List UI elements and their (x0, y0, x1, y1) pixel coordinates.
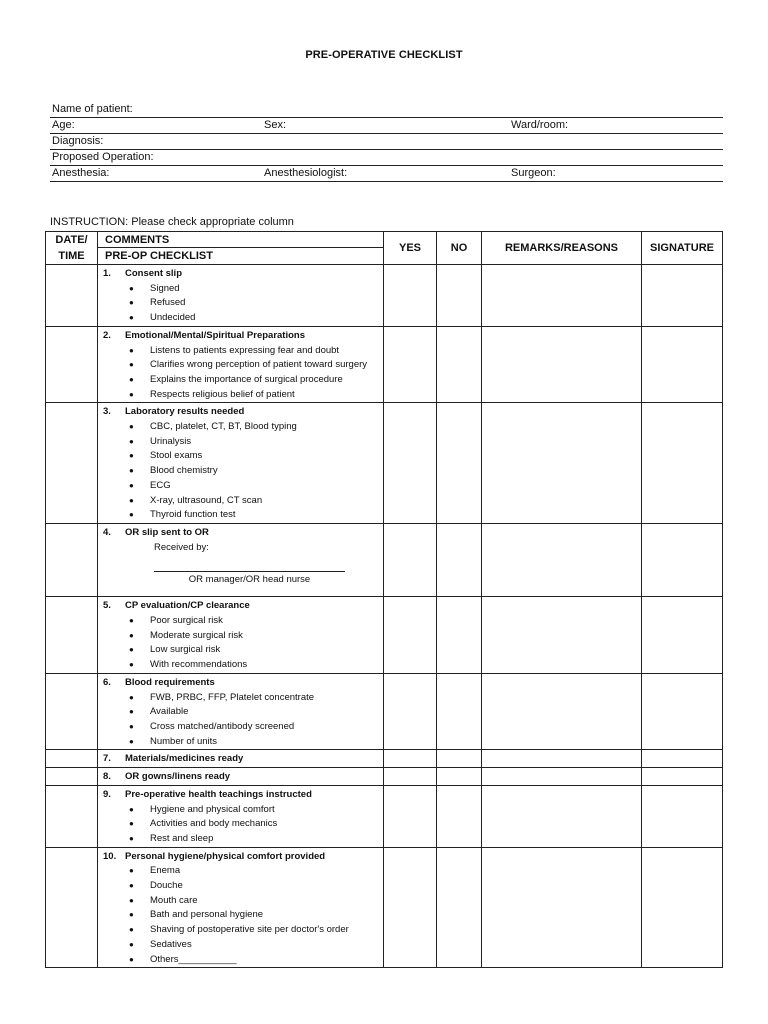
no-cell[interactable] (437, 403, 482, 524)
sub-item-text: Sedatives (150, 938, 192, 950)
sub-item-text: ECG (150, 479, 171, 491)
item-title: Laboratory results needed (125, 406, 245, 418)
bullet-icon: ● (129, 881, 134, 891)
signature-cell[interactable] (642, 403, 723, 524)
item-number: 2. (103, 329, 111, 341)
bullet-icon: ● (129, 925, 134, 935)
list-item (103, 953, 383, 968)
checklist-row (46, 523, 723, 596)
date-time-cell[interactable] (46, 750, 98, 768)
sub-item-text: Bath and personal hygiene (150, 909, 264, 921)
bullet-icon: ● (129, 374, 134, 384)
no-header: NO (437, 232, 482, 265)
yes-cell[interactable] (384, 768, 437, 786)
bullet-icon: ● (129, 804, 134, 814)
bullet-icon: ● (129, 360, 134, 370)
anesthesia-label: Anesthesia: (52, 167, 110, 179)
sub-item-text: Clarifies wrong perception of patient toward surgery (150, 359, 368, 371)
list-item (103, 803, 383, 818)
list-item (103, 832, 383, 847)
bullet-icon: ● (129, 819, 134, 829)
sub-item-text: Activities and body mechanics (150, 818, 278, 830)
signature-cell[interactable] (642, 750, 723, 768)
checklist-row (46, 265, 723, 327)
date-time-cell[interactable] (46, 523, 98, 596)
date-time-header (46, 232, 98, 265)
sub-item-text: Cross matched/antibody screened (150, 720, 295, 732)
bullet-icon: ● (129, 436, 134, 446)
checklist-row (46, 847, 723, 968)
list-item (103, 358, 383, 373)
checklist-row (46, 403, 723, 524)
patient-name-label: Name of patient: (52, 103, 133, 115)
sub-item-text: Rest and sleep (150, 832, 214, 844)
sub-item-text: Mouth care (150, 894, 198, 906)
list-item (103, 479, 383, 494)
sub-item-text: Moderate surgical risk (150, 629, 243, 641)
no-cell[interactable] (437, 265, 482, 327)
list-item (103, 908, 383, 923)
no-cell[interactable] (437, 750, 482, 768)
anesthesiologist-label: Anesthesiologist: (264, 167, 348, 179)
no-cell[interactable] (437, 673, 482, 750)
item-title: OR gowns/linens ready (125, 771, 231, 783)
remarks-cell[interactable] (482, 785, 642, 847)
bullet-icon: ● (129, 495, 134, 505)
list-item (103, 311, 383, 326)
sub-item-list (103, 282, 383, 326)
sub-item-text: Enema (150, 865, 181, 877)
checklist-item-cell (98, 673, 384, 750)
anesthesia-row (50, 166, 723, 182)
item-number: 6. (103, 676, 111, 688)
list-item (103, 720, 383, 735)
bullet-icon: ● (129, 660, 134, 670)
list-item (103, 817, 383, 832)
checklist-row (46, 326, 723, 403)
bullet-icon: ● (129, 895, 134, 905)
bullet-icon: ● (129, 298, 134, 308)
list-item (103, 735, 383, 750)
item-title: Consent slip (125, 268, 183, 279)
date-time-cell[interactable] (46, 265, 98, 327)
list-item (103, 344, 383, 359)
remarks-cell[interactable] (482, 847, 642, 968)
list-item (103, 629, 383, 644)
surgeon-label: Surgeon: (511, 167, 556, 179)
bullet-icon: ● (129, 736, 134, 746)
list-item (103, 864, 383, 879)
comments-header: COMMENTS (98, 232, 384, 248)
list-item (103, 449, 383, 464)
bullet-icon: ● (129, 645, 134, 655)
list-item (103, 923, 383, 938)
bullet-icon: ● (129, 313, 134, 323)
list-item (103, 373, 383, 388)
item-title: Emotional/Mental/Spiritual Preparations (125, 329, 306, 341)
item-number: 10. (103, 850, 117, 862)
bullet-icon: ● (129, 616, 134, 626)
list-item (103, 494, 383, 509)
checklist-row (46, 768, 723, 786)
item-number: 1. (103, 268, 111, 279)
item-title: Blood requirements (125, 676, 215, 688)
sub-item-text: Others___________ (150, 953, 237, 965)
signature-header: SIGNATURE (642, 232, 723, 265)
sub-item-list (103, 864, 383, 967)
patient-info-form (50, 102, 723, 182)
date-time-cell[interactable] (46, 673, 98, 750)
checklist-item-cell (98, 597, 384, 674)
list-item (103, 691, 383, 706)
list-item (103, 614, 383, 629)
no-cell[interactable] (437, 847, 482, 968)
list-item (103, 508, 383, 523)
sub-item-text: Explains the importance of surgical procedure (150, 373, 343, 385)
list-item (103, 464, 383, 479)
age-label: Age: (52, 119, 75, 131)
sub-item-text: Refused (150, 297, 186, 309)
sub-item-text: Hygiene and physical comfort (150, 803, 275, 815)
sub-item-list (103, 803, 383, 847)
checklist-item-cell (98, 265, 384, 327)
checklist-table (45, 231, 723, 968)
no-cell[interactable] (437, 768, 482, 786)
date-time-cell[interactable] (46, 597, 98, 674)
remarks-cell[interactable] (482, 673, 642, 750)
sub-item-list (103, 614, 383, 673)
checklist-row (46, 597, 723, 674)
signature-line-label: OR manager/OR head nurse (188, 574, 311, 586)
ward-label: Ward/room: (511, 119, 569, 131)
yes-cell[interactable] (384, 403, 437, 524)
checklist-item-cell (98, 768, 384, 786)
sub-item-text: Shaving of postoperative site per doctor's order (150, 924, 349, 936)
patient-name-row (50, 102, 723, 118)
yes-cell[interactable] (384, 326, 437, 403)
checklist-row (46, 750, 723, 768)
list-item (103, 879, 383, 894)
date-time-cell[interactable] (46, 847, 98, 968)
sub-item-text: X-ray, ultrasound, CT scan (150, 494, 263, 506)
list-item (103, 282, 383, 297)
sub-item-text: With recommendations (150, 659, 248, 671)
item-title: Pre-operative health teachings instructed (125, 788, 312, 800)
sub-item-text: Urinalysis (150, 435, 192, 447)
list-item (103, 658, 383, 673)
signature-cell[interactable] (642, 597, 723, 674)
yes-cell[interactable] (384, 847, 437, 968)
sub-item-text: Listens to patients expressing fear and doubt (150, 344, 340, 356)
item-number: 9. (103, 788, 111, 800)
no-cell[interactable] (437, 785, 482, 847)
checklist-item-cell (98, 326, 384, 403)
list-item (103, 938, 383, 953)
list-item (103, 296, 383, 311)
date-time-cell[interactable] (46, 785, 98, 847)
operation-label: Proposed Operation: (52, 151, 154, 163)
item-number: 7. (103, 753, 111, 765)
sub-item-list (103, 420, 383, 523)
signature-cell[interactable] (642, 847, 723, 968)
list-item (103, 643, 383, 658)
time-header: TIME (58, 250, 85, 262)
checklist-row (46, 673, 723, 750)
item-number: 5. (103, 600, 111, 612)
remarks-cell[interactable] (482, 597, 642, 674)
bullet-icon: ● (129, 480, 134, 490)
item-title: OR slip sent to OR (125, 526, 209, 538)
item-title: Materials/medicines ready (125, 753, 244, 765)
yes-header: YES (384, 232, 437, 265)
sub-item-text: Douche (150, 880, 183, 892)
sub-item-text: Blood chemistry (150, 465, 218, 477)
yes-cell[interactable] (384, 523, 437, 596)
item-number: 3. (103, 406, 111, 418)
sub-item-text: Signed (150, 282, 180, 294)
page-title: PRE-OPERATIVE CHECKLIST (305, 49, 463, 61)
bullet-icon: ● (129, 466, 134, 476)
date-time-cell[interactable] (46, 326, 98, 403)
sub-item-text: Thyroid function test (150, 509, 236, 521)
sub-item-text: Respects religious belief of patient (150, 388, 295, 400)
sub-item-text: Undecided (150, 312, 196, 324)
bullet-icon: ● (129, 721, 134, 731)
list-item (103, 435, 383, 450)
date-time-cell[interactable] (46, 768, 98, 786)
checklist-item-cell (98, 403, 384, 524)
no-cell[interactable] (437, 597, 482, 674)
bullet-icon: ● (129, 389, 134, 399)
signature-cell[interactable] (642, 265, 723, 327)
item-number: 8. (103, 771, 111, 783)
operation-row (50, 150, 723, 166)
yes-cell[interactable] (384, 785, 437, 847)
sub-item-text: FWB, PRBC, FFP, Platelet concentrate (150, 691, 315, 703)
yes-cell[interactable] (384, 750, 437, 768)
item-title: Personal hygiene/physical comfort provided (125, 850, 326, 862)
bullet-icon: ● (129, 345, 134, 355)
diagnosis-label: Diagnosis: (52, 135, 104, 147)
sub-item-text: Stool exams (150, 450, 203, 462)
item-title: CP evaluation/CP clearance (125, 600, 250, 612)
bullet-icon: ● (129, 833, 134, 843)
date-header: DATE/ (55, 234, 88, 246)
signature-cell[interactable] (642, 673, 723, 750)
yes-cell[interactable] (384, 673, 437, 750)
bullet-icon: ● (129, 939, 134, 949)
item-number: 4. (103, 526, 111, 538)
list-item (103, 388, 383, 403)
bullet-icon: ● (129, 510, 134, 520)
bullet-icon: ● (129, 707, 134, 717)
signature-cell[interactable] (642, 326, 723, 403)
sub-item-text: Available (150, 706, 189, 718)
yes-cell[interactable] (384, 265, 437, 327)
checklist-item-cell (98, 750, 384, 768)
sub-item-list (103, 691, 383, 750)
yes-cell[interactable] (384, 597, 437, 674)
remarks-cell[interactable] (482, 750, 642, 768)
checklist-item-cell (98, 847, 384, 968)
bullet-icon: ● (129, 422, 134, 432)
bullet-icon: ● (129, 954, 134, 964)
received-by-label: Received by: (154, 541, 209, 553)
date-time-cell[interactable] (46, 403, 98, 524)
instruction-text: INSTRUCTION: Please check appropriate column (50, 216, 294, 228)
signature-cell[interactable] (642, 785, 723, 847)
list-item (103, 705, 383, 720)
remarks-header: REMARKS/REASONS (482, 232, 642, 265)
sub-item-text: Poor surgical risk (150, 615, 223, 627)
bullet-icon: ● (129, 866, 134, 876)
sex-label: Sex: (264, 119, 287, 131)
sub-item-text: Low surgical risk (150, 644, 221, 656)
bullet-icon: ● (129, 283, 134, 293)
sub-item-list (103, 344, 383, 403)
bullet-icon: ● (129, 910, 134, 920)
bullet-icon: ● (129, 451, 134, 461)
remarks-cell[interactable] (482, 768, 642, 786)
list-item (103, 420, 383, 435)
diagnosis-row (50, 134, 723, 150)
list-item (103, 894, 383, 909)
no-cell[interactable] (437, 523, 482, 596)
age-sex-ward-row (50, 118, 723, 134)
signature-cell[interactable] (642, 523, 723, 596)
remarks-cell[interactable] (482, 326, 642, 403)
checklist-item-cell (98, 785, 384, 847)
no-cell[interactable] (437, 326, 482, 403)
signature-cell[interactable] (642, 768, 723, 786)
remarks-cell[interactable] (482, 523, 642, 596)
remarks-cell[interactable] (482, 403, 642, 524)
preop-checklist-header: PRE-OP CHECKLIST (98, 248, 384, 265)
checklist-item-cell (98, 523, 384, 596)
bullet-icon: ● (129, 630, 134, 640)
bullet-icon: ● (129, 692, 134, 702)
sub-item-text: CBC, platelet, CT, BT, Blood typing (150, 421, 297, 433)
sub-item-text: Number of units (150, 735, 218, 747)
checklist-row (46, 785, 723, 847)
remarks-cell[interactable] (482, 265, 642, 327)
